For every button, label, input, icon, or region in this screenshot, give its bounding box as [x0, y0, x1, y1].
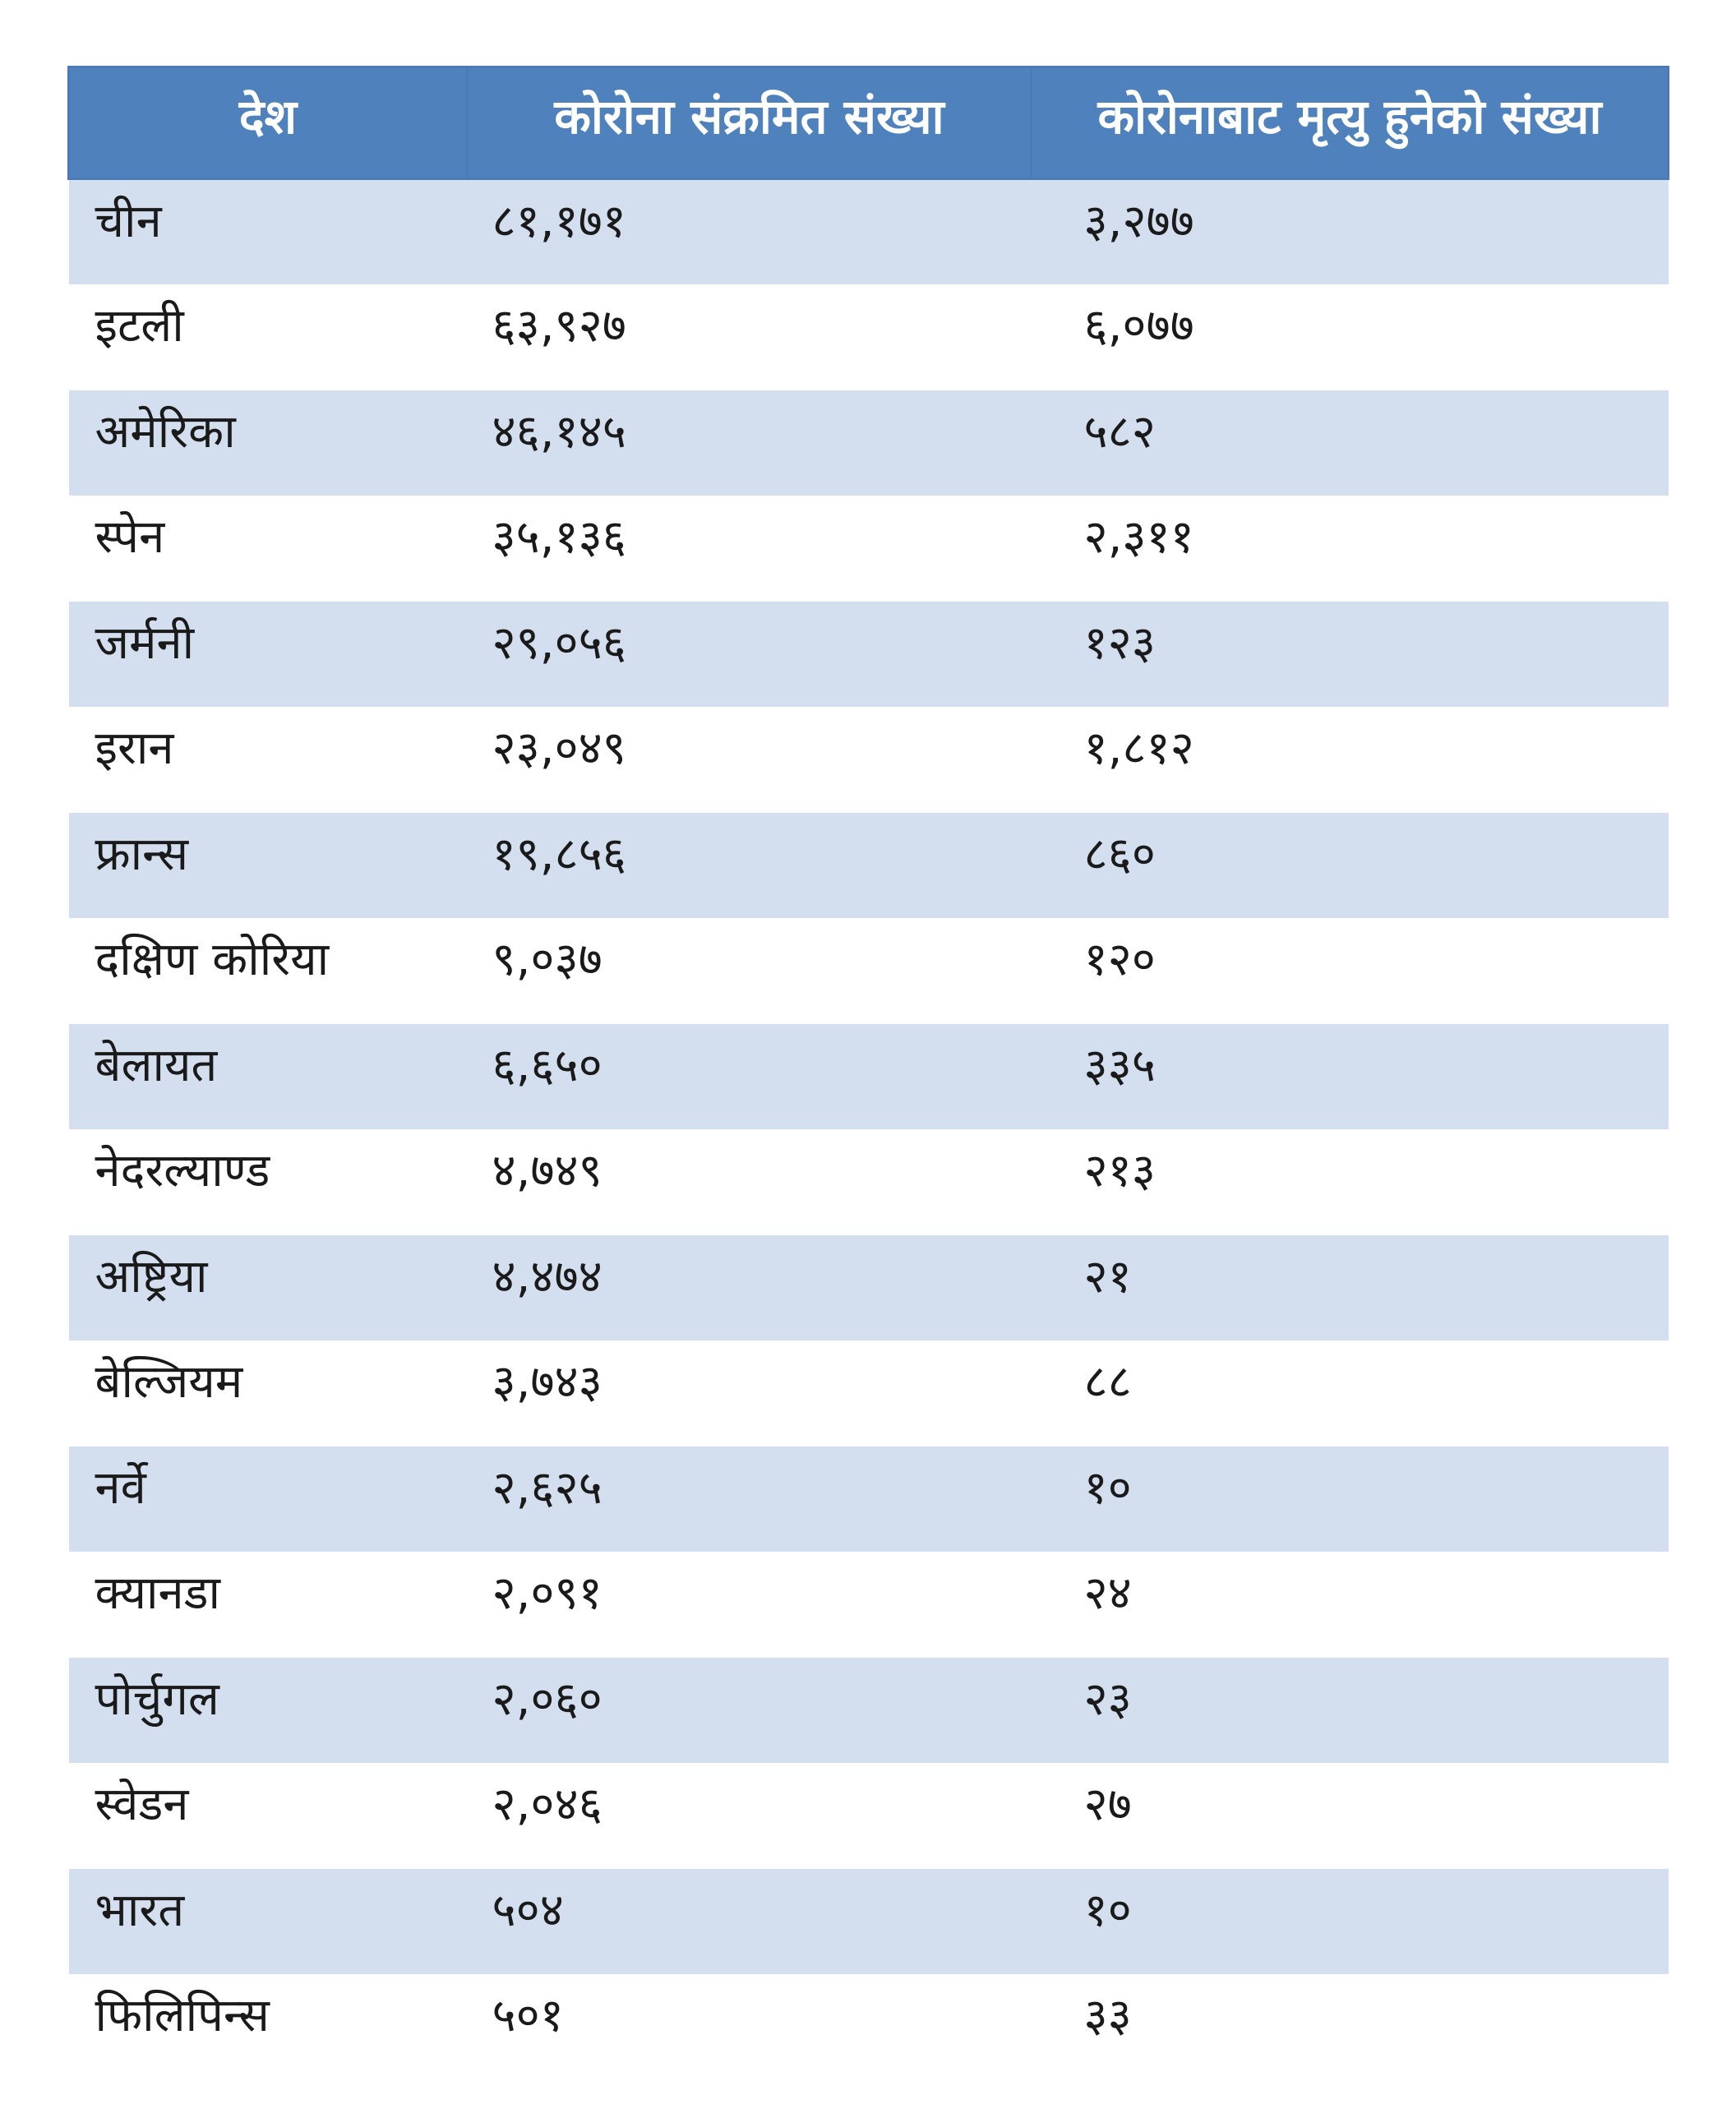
cell-country: अष्ट्रिया [95, 1249, 208, 1303]
cell-country: पोर्चुगल [95, 1672, 219, 1726]
cell-infected-count: ४,४७४ [492, 1249, 603, 1303]
table-row [69, 918, 1669, 1024]
table-row [69, 1974, 1669, 2080]
cell-country: जर्मनी [95, 616, 195, 670]
cell-infected-count: ३,७४३ [492, 1355, 603, 1409]
table-row [69, 602, 1669, 708]
cell-death-count: २१३ [1083, 1144, 1156, 1197]
cell-country: फिलिपिन्स [95, 1989, 270, 2042]
cell-death-count: २,३११ [1083, 510, 1194, 564]
table-row [69, 813, 1669, 919]
cell-death-count: १२० [1083, 933, 1156, 986]
table-row [69, 1446, 1669, 1553]
cell-infected-count: १९,८५६ [492, 827, 626, 881]
table-row [69, 1763, 1669, 1869]
cell-death-count: ३,२७७ [1083, 195, 1194, 248]
cell-country: बेलायत [95, 1038, 218, 1092]
table-row [69, 707, 1669, 813]
cell-death-count: ३३ [1083, 1989, 1132, 2042]
cell-death-count: १० [1083, 1460, 1132, 1515]
cell-infected-count: ६,६५० [492, 1038, 603, 1092]
cell-death-count: १० [1083, 1883, 1132, 1937]
cell-death-count: ८८ [1083, 1355, 1132, 1409]
cell-infected-count: ६३,९२७ [492, 299, 626, 353]
cell-country: बेल्जियम [95, 1355, 243, 1409]
cell-infected-count: ५०४ [492, 1883, 564, 1937]
table-row [69, 1552, 1669, 1658]
cell-infected-count: ९,०३७ [492, 933, 603, 986]
cell-country: इरान [95, 722, 174, 775]
cell-infected-count: ५०१ [492, 1989, 564, 2042]
cell-infected-count: २३,०४९ [492, 722, 626, 775]
table-row [69, 1869, 1669, 1975]
cell-death-count: ५८२ [1083, 404, 1156, 459]
header-infected-count: कोरोना संक्रमित संख्या [468, 67, 1032, 179]
table-row [69, 1658, 1669, 1764]
cell-death-count: २३ [1083, 1672, 1132, 1726]
cell-death-count: २४ [1083, 1566, 1132, 1620]
cell-death-count: १२३ [1083, 616, 1156, 670]
cell-infected-count: ४६,१४५ [492, 404, 626, 459]
table-row [69, 179, 1669, 285]
cell-country: नेदरल्याण्ड [95, 1144, 270, 1197]
cell-country: इटली [95, 299, 184, 353]
cell-country: चीन [95, 195, 162, 248]
cell-infected-count: २,०४६ [492, 1778, 603, 1831]
cell-country: फ्रान्स [95, 827, 189, 881]
cell-death-count: १,८१२ [1083, 722, 1194, 775]
cell-infected-count: ४,७४९ [492, 1144, 603, 1197]
cell-infected-count: ३५,१३६ [492, 510, 626, 564]
cell-country: भारत [95, 1883, 185, 1937]
table-body [69, 179, 1669, 2080]
header-death-count: कोरोनाबाट मृत्यु हुनेको संख्या [1032, 67, 1669, 179]
cell-country: दक्षिण कोरिया [95, 933, 330, 986]
cell-country: अमेरिका [95, 404, 236, 459]
table-row [69, 1024, 1669, 1130]
covid-stats-table-container [67, 66, 1667, 2080]
header-row [69, 67, 1669, 179]
table-header [69, 67, 1669, 179]
cell-country: नर्वे [95, 1460, 146, 1515]
cell-infected-count: ८१,१७१ [492, 195, 626, 248]
cell-infected-count: २९,०५६ [492, 616, 626, 670]
header-country: देश [69, 67, 468, 179]
table-row [69, 390, 1669, 496]
cell-death-count: ८६० [1083, 827, 1156, 881]
covid-stats-table [67, 66, 1669, 2080]
table-row [69, 1340, 1669, 1446]
table-row [69, 496, 1669, 602]
cell-death-count: ६,०७७ [1083, 299, 1194, 353]
cell-death-count: २७ [1083, 1778, 1132, 1831]
cell-death-count: २१ [1083, 1249, 1132, 1303]
cell-infected-count: २,६२५ [492, 1460, 603, 1515]
table-row [69, 284, 1669, 390]
cell-country: स्वेडन [95, 1778, 189, 1831]
table-row [69, 1129, 1669, 1235]
cell-infected-count: २,०९१ [492, 1566, 603, 1620]
cell-death-count: ३३५ [1083, 1038, 1156, 1092]
table-row [69, 1235, 1669, 1341]
cell-country: क्यानडा [95, 1566, 220, 1620]
cell-infected-count: २,०६० [492, 1672, 603, 1726]
cell-country: स्पेन [95, 510, 165, 564]
